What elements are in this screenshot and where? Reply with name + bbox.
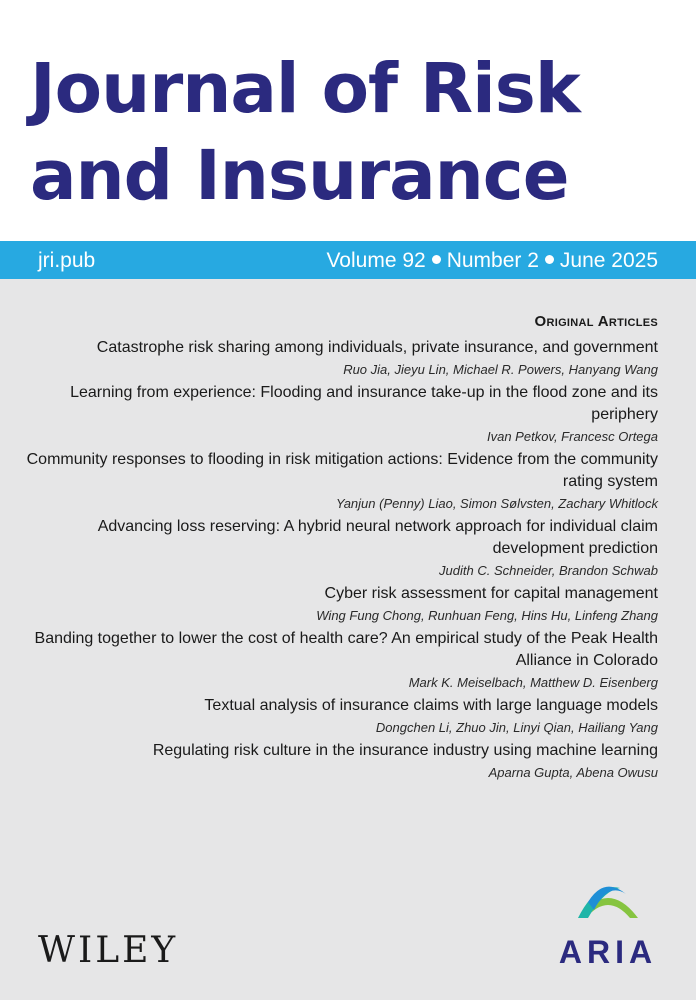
bullet-icon — [432, 255, 441, 264]
number-label: Number 2 — [446, 249, 539, 272]
title-area — [0, 0, 696, 241]
article-authors: Ruo Jia, Jieyu Lin, Michael R. Powers, Hanyang Wang — [343, 362, 658, 377]
article-authors: Wing Fung Chong, Runhuan Feng, Hins Hu, Linfeng Zhang — [316, 608, 658, 623]
issue-band — [0, 241, 696, 279]
article-item — [18, 695, 658, 736]
journal-url[interactable]: jri.pub — [38, 249, 96, 272]
article-title: Community responses to flooding in risk mitigation actions: Evidence from the community rating system — [26, 451, 658, 490]
journal-title — [30, 46, 680, 220]
article-title: Learning from experience: Flooding and insurance take-up in the flood zone and its periphery — [70, 384, 658, 423]
aria-logo — [556, 874, 660, 974]
article-title: Catastrophe risk sharing among individuals, private insurance, and government — [96, 339, 658, 356]
aria-mark-icon — [574, 874, 642, 924]
article-item — [18, 337, 658, 378]
journal-title-line-1: Journal of Risk — [30, 49, 580, 129]
section-heading: Original Articles — [534, 313, 658, 330]
article-list — [18, 313, 658, 785]
aria-wordmark: ARIA — [558, 934, 658, 970]
bullet-icon — [545, 255, 554, 264]
article-title: Banding together to lower the cost of health care? An empirical study of the Peak Health Alliance in Colorado — [34, 630, 658, 669]
date-label: June 2025 — [559, 249, 658, 272]
article-authors: Judith C. Schneider, Brandon Schwab — [439, 563, 658, 578]
article-item — [18, 740, 658, 781]
article-title: Regulating risk culture in the insurance industry using machine learning — [152, 742, 658, 759]
wiley-logo: WILEY — [38, 930, 179, 971]
article-item — [18, 583, 658, 624]
issue-info — [326, 249, 658, 273]
article-title: Advancing loss reserving: A hybrid neural network approach for individual claim development prediction — [97, 518, 658, 557]
article-authors: Ivan Petkov, Francesc Ortega — [487, 429, 658, 444]
article-item — [18, 516, 658, 579]
article-item — [18, 449, 658, 512]
article-item — [18, 382, 658, 445]
article-authors: Dongchen Li, Zhuo Jin, Linyi Qian, Hailiang Yang — [375, 720, 658, 735]
volume-label: Volume 92 — [326, 249, 426, 272]
article-authors: Aparna Gupta, Abena Owusu — [488, 765, 658, 780]
article-item — [18, 628, 658, 691]
article-title: Cyber risk assessment for capital management — [324, 585, 658, 602]
journal-title-line-2: and Insurance — [30, 136, 569, 216]
article-authors: Mark K. Meiselbach, Matthew D. Eisenberg — [408, 675, 658, 690]
article-title: Textual analysis of insurance claims with large language models — [204, 697, 658, 714]
article-authors: Yanjun (Penny) Liao, Simon Sølvsten, Zachary Whitlock — [335, 496, 658, 511]
